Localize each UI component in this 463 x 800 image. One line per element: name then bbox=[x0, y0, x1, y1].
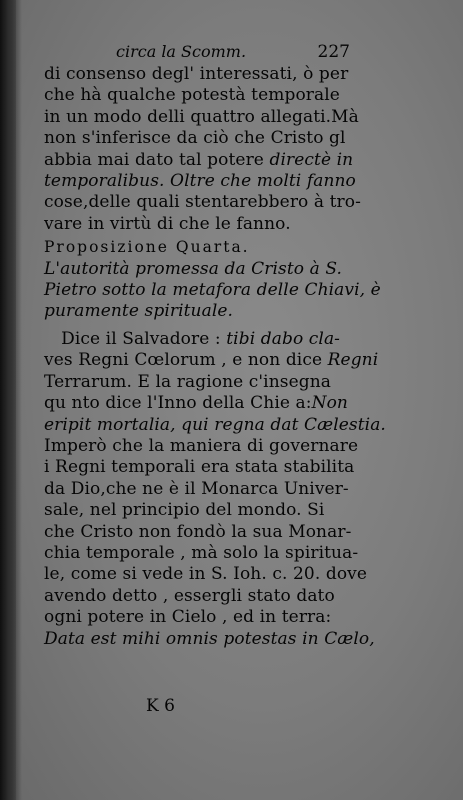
text-line: ogni potere in Cielo , ed in terra: bbox=[44, 607, 332, 628]
text-line bbox=[44, 393, 348, 414]
text-line: di consenso degl' interessati, ò per bbox=[44, 64, 349, 84]
text-line: Terrarum. E la ragione c'insegna bbox=[44, 371, 332, 392]
binding-gutter bbox=[0, 0, 22, 800]
text-line bbox=[44, 329, 344, 350]
text-line: Data est mihi omnis potestas in Cælo, bbox=[44, 628, 375, 649]
text-line: avendo detto , essergli stato dato bbox=[44, 585, 335, 606]
thesis-statement bbox=[44, 258, 381, 323]
text-line: sale, nel principio del mondo. Si bbox=[44, 500, 325, 521]
text-line: in un modo delli quattro allegati.Mà bbox=[44, 106, 359, 127]
latin-term: temporalibus. Oltre che molti fanno bbox=[44, 171, 356, 192]
text-line: che Cristo non fondò la sua Monar- bbox=[44, 521, 352, 542]
text-fragment: abbia mai dato tal potere bbox=[44, 149, 264, 170]
text-line: chia temporale , mà solo la spiritua- bbox=[44, 542, 359, 563]
page-number: 227 bbox=[317, 42, 350, 62]
text-line: le, come si vede in S. Ioh. c. 20. dove bbox=[44, 564, 368, 585]
latin-quote: Non bbox=[311, 393, 348, 414]
thesis-line: Pietro sotto la metafora delle Chiavi, è bbox=[44, 280, 381, 301]
text-line bbox=[44, 350, 379, 371]
signature-mark: K 6 bbox=[146, 696, 175, 716]
text-line: che hà qualche potestà temporale bbox=[44, 85, 340, 106]
text-line bbox=[44, 171, 356, 192]
running-head bbox=[44, 40, 350, 64]
text-line: i Regni temporali era stata stabilita bbox=[44, 457, 355, 478]
text-fragment: Dice il Salvadore : bbox=[61, 328, 221, 349]
text-line: eripit mortalia, qui regna dat Cælestia. bbox=[44, 414, 386, 435]
text-line: cose,delle quali stentarebbero à tro- bbox=[44, 192, 361, 213]
paragraph-2 bbox=[44, 328, 386, 650]
text-line: Imperò che la maniera di governare bbox=[44, 435, 359, 456]
latin-term: directè in bbox=[269, 149, 354, 170]
text-line: vare in virtù di che le fanno. bbox=[44, 213, 291, 234]
thesis-line: puramente spirituale. bbox=[44, 301, 234, 322]
thesis-line: L'autorità promessa da Cristo à S. bbox=[44, 258, 343, 279]
latin-quote: tibi dabo cla- bbox=[226, 328, 341, 349]
paragraph-1 bbox=[44, 64, 361, 235]
text-line bbox=[44, 149, 354, 171]
text-line: non s'inferisce da ciò che Cristo gl bbox=[44, 128, 346, 149]
text-block bbox=[44, 40, 386, 650]
running-title: circa la Scomm. bbox=[116, 42, 247, 61]
text-line: da Dio,che ne è il Monarca Univer- bbox=[44, 478, 349, 499]
text-fragment: qu nto dice l'Inno della Chie a: bbox=[44, 393, 312, 414]
text-fragment: ves Regni Cœlorum , e non dice bbox=[44, 350, 323, 371]
section-heading: Proposizione Quarta. bbox=[44, 238, 250, 257]
latin-term: Regni bbox=[327, 350, 379, 371]
